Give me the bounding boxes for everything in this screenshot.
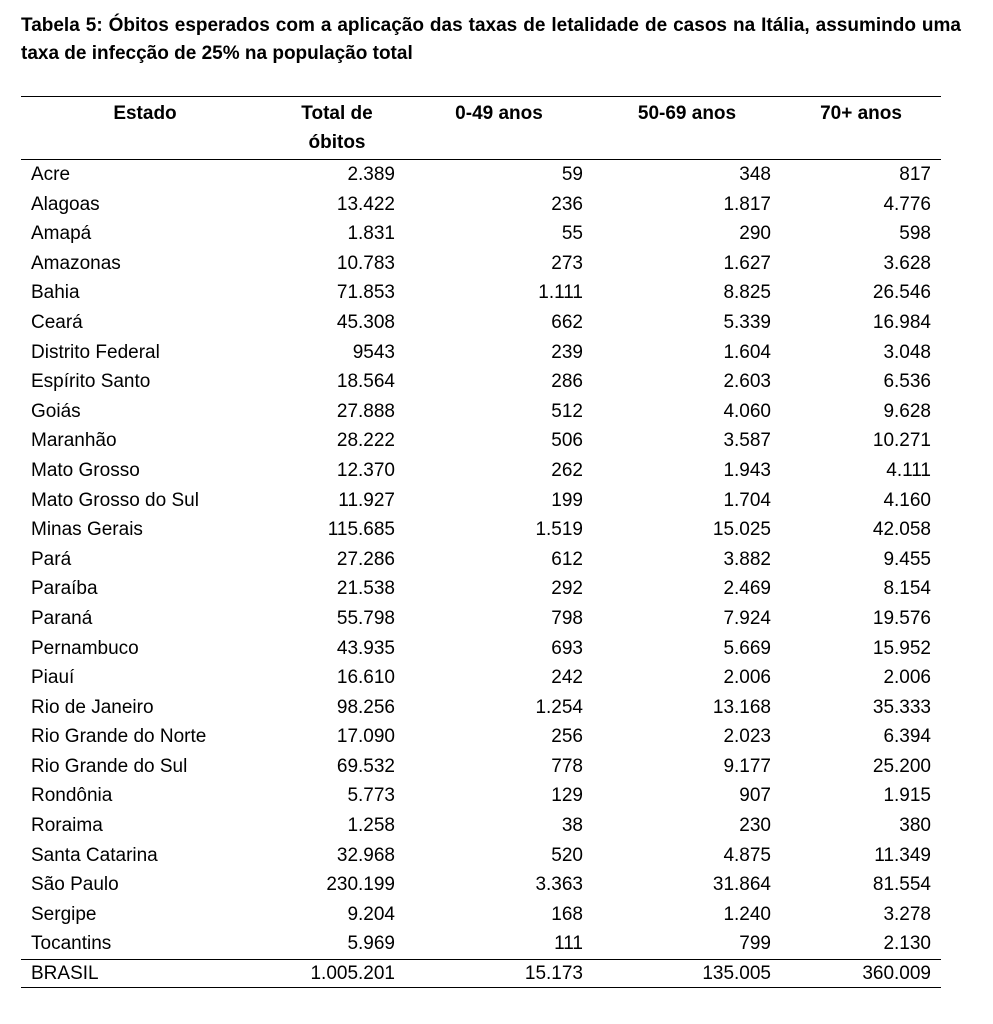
age-50-69-cell: 8.825 bbox=[723, 282, 771, 304]
total-obitos-cell: 12.370 bbox=[336, 459, 395, 481]
age-0-49-cell: 236 bbox=[551, 193, 583, 215]
estado-cell: Paraná bbox=[31, 607, 93, 629]
estado-cell: Alagoas bbox=[31, 193, 100, 215]
age-0-49-cell: 168 bbox=[551, 903, 583, 925]
age-70-plus-cell: 3.628 bbox=[883, 252, 931, 274]
age-70-plus-cell: 25.200 bbox=[872, 755, 931, 777]
age-70-plus-cell: 2.006 bbox=[883, 667, 931, 689]
age-0-49-cell: 239 bbox=[551, 341, 583, 363]
total-obitos-cell: 43.935 bbox=[336, 637, 395, 659]
age-70-plus-cell: 9.628 bbox=[883, 400, 931, 422]
table-row bbox=[21, 634, 941, 664]
estado-cell: Maranhão bbox=[31, 430, 117, 452]
header-estado: Estado bbox=[21, 97, 269, 160]
age-0-49-cell: 778 bbox=[551, 755, 583, 777]
age-0-49-cell: 1.254 bbox=[535, 696, 583, 718]
table-title: Tabela 5: Óbitos esperados com a aplicação das taxas de letalidade de casos na Itália, assumindo uma taxa de infecção de 25% na população total bbox=[21, 15, 961, 64]
total-obitos-cell: 1.005.201 bbox=[269, 960, 405, 988]
total-obitos-cell: 5.969 bbox=[347, 933, 395, 955]
table-row bbox=[21, 397, 941, 427]
total-obitos-cell: 9543 bbox=[352, 341, 395, 363]
total-obitos-cell: 21.538 bbox=[336, 578, 395, 600]
estado-cell: Piauí bbox=[31, 667, 75, 689]
age-70-plus-cell: 2.130 bbox=[883, 933, 931, 955]
age-50-69-cell: 3.882 bbox=[723, 548, 771, 570]
age-50-69-cell: 2.006 bbox=[723, 667, 771, 689]
total-obitos-cell: 98.256 bbox=[336, 696, 395, 718]
total-obitos-cell: 13.422 bbox=[336, 193, 395, 215]
age-70-plus-cell: 8.154 bbox=[883, 578, 931, 600]
age-50-69-cell: 1.240 bbox=[723, 903, 771, 925]
table-row bbox=[21, 278, 941, 308]
table-row bbox=[21, 160, 941, 190]
header-0-49-anos: 0-49 anos bbox=[405, 97, 593, 160]
table-row bbox=[21, 515, 941, 545]
age-70-plus-cell: 3.278 bbox=[883, 903, 931, 925]
age-0-49-cell: 506 bbox=[551, 430, 583, 452]
age-50-69-cell: 15.025 bbox=[712, 519, 771, 541]
table-row bbox=[21, 693, 941, 723]
estado-cell: Rio Grande do Sul bbox=[31, 755, 188, 777]
age-0-49-cell: 242 bbox=[551, 667, 583, 689]
age-50-69-cell: 1.943 bbox=[723, 459, 771, 481]
header-total-obitos: Total de óbitos bbox=[269, 97, 405, 160]
estado-cell: Paraíba bbox=[31, 578, 98, 600]
table-row bbox=[21, 426, 941, 456]
age-70-plus-cell: 380 bbox=[899, 815, 931, 837]
header-70-plus-anos: 70+ anos bbox=[781, 97, 941, 160]
age-70-plus-cell: 35.333 bbox=[872, 696, 931, 718]
total-50-69-cell: 135.005 bbox=[593, 960, 781, 988]
table-row bbox=[21, 604, 941, 634]
estado-cell: Pará bbox=[31, 548, 72, 570]
age-50-69-cell: 348 bbox=[739, 164, 771, 185]
age-50-69-cell: 230 bbox=[739, 815, 771, 837]
age-0-49-cell: 199 bbox=[551, 489, 583, 511]
age-50-69-cell: 1.704 bbox=[723, 489, 771, 511]
estado-cell: Tocantins bbox=[31, 933, 112, 955]
age-50-69-cell: 9.177 bbox=[723, 755, 771, 777]
age-50-69-cell: 1.627 bbox=[723, 252, 771, 274]
age-50-69-cell: 5.339 bbox=[723, 311, 771, 333]
estado-cell: Mato Grosso bbox=[31, 459, 140, 481]
table-row bbox=[21, 841, 941, 871]
estado-cell: Roraima bbox=[31, 815, 103, 837]
estado-cell: Rio Grande do Norte bbox=[31, 726, 207, 748]
estado-cell: Rondônia bbox=[31, 785, 113, 807]
age-0-49-cell: 256 bbox=[551, 726, 583, 748]
age-70-plus-cell: 4.776 bbox=[883, 193, 931, 215]
age-0-49-cell: 59 bbox=[561, 164, 583, 185]
estado-cell: Minas Gerais bbox=[31, 519, 143, 541]
age-50-69-cell: 5.669 bbox=[723, 637, 771, 659]
table-row bbox=[21, 308, 941, 338]
age-50-69-cell: 31.864 bbox=[712, 874, 771, 896]
estado-cell: Amapá bbox=[31, 223, 92, 245]
age-0-49-cell: 520 bbox=[551, 844, 583, 866]
estado-cell: Acre bbox=[31, 164, 71, 185]
table-row bbox=[21, 249, 941, 279]
total-obitos-cell: 1.831 bbox=[347, 223, 395, 245]
age-0-49-cell: 129 bbox=[551, 785, 583, 807]
age-70-plus-cell: 4.160 bbox=[883, 489, 931, 511]
estado-cell: Espírito Santo bbox=[31, 371, 151, 393]
age-50-69-cell: 290 bbox=[739, 223, 771, 245]
table-row bbox=[21, 663, 941, 693]
estado-cell: Goiás bbox=[31, 400, 81, 422]
estado-cell: Rio de Janeiro bbox=[31, 696, 154, 718]
age-0-49-cell: 292 bbox=[551, 578, 583, 600]
age-0-49-cell: 1.111 bbox=[538, 282, 583, 304]
table-row bbox=[21, 929, 941, 959]
age-70-plus-cell: 26.546 bbox=[872, 282, 931, 304]
total-obitos-cell: 5.773 bbox=[347, 785, 395, 807]
total-obitos-cell: 27.286 bbox=[336, 548, 395, 570]
age-50-69-cell: 799 bbox=[739, 933, 771, 955]
age-0-49-cell: 798 bbox=[551, 607, 583, 629]
table-row bbox=[21, 870, 941, 900]
age-50-69-cell: 4.875 bbox=[723, 844, 771, 866]
table-row bbox=[21, 900, 941, 930]
estado-cell: Ceará bbox=[31, 311, 83, 333]
age-70-plus-cell: 598 bbox=[899, 223, 931, 245]
age-70-plus-cell: 817 bbox=[899, 164, 931, 185]
total-obitos-cell: 18.564 bbox=[336, 371, 395, 393]
total-obitos-cell: 10.783 bbox=[336, 252, 395, 274]
age-0-49-cell: 3.363 bbox=[535, 874, 583, 896]
age-70-plus-cell: 9.455 bbox=[883, 548, 931, 570]
total-obitos-cell: 71.853 bbox=[336, 282, 395, 304]
total-row bbox=[21, 960, 941, 988]
estado-cell: Bahia bbox=[31, 282, 80, 304]
total-obitos-cell: 1.258 bbox=[347, 815, 395, 837]
table-row bbox=[21, 456, 941, 486]
age-0-49-cell: 693 bbox=[551, 637, 583, 659]
table-body bbox=[21, 160, 941, 960]
age-70-plus-cell: 42.058 bbox=[872, 519, 931, 541]
estado-cell: São Paulo bbox=[31, 874, 119, 896]
estado-cell: Mato Grosso do Sul bbox=[31, 489, 199, 511]
age-50-69-cell: 1.604 bbox=[723, 341, 771, 363]
table-row bbox=[21, 367, 941, 397]
header-50-69-anos: 50-69 anos bbox=[593, 97, 781, 160]
age-50-69-cell: 2.023 bbox=[723, 726, 771, 748]
age-0-49-cell: 512 bbox=[551, 400, 583, 422]
estado-cell: Amazonas bbox=[31, 252, 121, 274]
age-70-plus-cell: 6.536 bbox=[883, 371, 931, 393]
estado-cell: Pernambuco bbox=[31, 637, 139, 659]
total-70-plus-cell: 360.009 bbox=[781, 960, 941, 988]
age-50-69-cell: 2.469 bbox=[723, 578, 771, 600]
table-row bbox=[21, 219, 941, 249]
age-70-plus-cell: 10.271 bbox=[872, 430, 931, 452]
total-obitos-cell: 9.204 bbox=[347, 903, 395, 925]
total-obitos-cell: 32.968 bbox=[336, 844, 395, 866]
age-0-49-cell: 38 bbox=[561, 815, 583, 837]
age-70-plus-cell: 1.915 bbox=[883, 785, 931, 807]
estado-cell: Distrito Federal bbox=[31, 341, 160, 363]
table-row bbox=[21, 545, 941, 575]
total-obitos-cell: 2.389 bbox=[347, 164, 395, 185]
age-70-plus-cell: 81.554 bbox=[872, 874, 931, 896]
age-50-69-cell: 3.587 bbox=[723, 430, 771, 452]
total-obitos-cell: 115.685 bbox=[327, 519, 395, 541]
table-row bbox=[21, 811, 941, 841]
age-0-49-cell: 1.519 bbox=[535, 519, 583, 541]
age-70-plus-cell: 19.576 bbox=[872, 607, 931, 629]
age-70-plus-cell: 4.111 bbox=[886, 459, 931, 481]
total-obitos-cell: 17.090 bbox=[336, 726, 395, 748]
age-70-plus-cell: 11.349 bbox=[874, 844, 931, 866]
age-0-49-cell: 262 bbox=[551, 459, 583, 481]
deaths-table bbox=[21, 96, 941, 988]
table-row bbox=[21, 752, 941, 782]
total-obitos-cell: 28.222 bbox=[336, 430, 395, 452]
age-0-49-cell: 662 bbox=[551, 311, 583, 333]
age-50-69-cell: 13.168 bbox=[712, 696, 771, 718]
age-50-69-cell: 7.924 bbox=[723, 607, 771, 629]
table-row bbox=[21, 574, 941, 604]
age-0-49-cell: 612 bbox=[551, 548, 583, 570]
estado-cell: Santa Catarina bbox=[31, 844, 158, 866]
total-obitos-cell: 16.610 bbox=[336, 667, 395, 689]
total-label: BRASIL bbox=[21, 960, 269, 988]
table-row bbox=[21, 781, 941, 811]
total-obitos-cell: 27.888 bbox=[336, 400, 395, 422]
table-row bbox=[21, 486, 941, 516]
age-50-69-cell: 1.817 bbox=[723, 193, 771, 215]
age-0-49-cell: 286 bbox=[551, 371, 583, 393]
age-70-plus-cell: 16.984 bbox=[872, 311, 931, 333]
age-70-plus-cell: 6.394 bbox=[883, 726, 931, 748]
estado-cell: Sergipe bbox=[31, 903, 97, 925]
age-50-69-cell: 2.603 bbox=[723, 371, 771, 393]
header-row bbox=[21, 97, 941, 160]
table-row bbox=[21, 190, 941, 220]
table-row bbox=[21, 722, 941, 752]
total-obitos-cell: 69.532 bbox=[336, 755, 395, 777]
table-row bbox=[21, 338, 941, 368]
age-0-49-cell: 55 bbox=[561, 223, 583, 245]
total-obitos-cell: 230.199 bbox=[326, 874, 395, 896]
age-50-69-cell: 907 bbox=[739, 785, 771, 807]
age-0-49-cell: 273 bbox=[551, 252, 583, 274]
age-50-69-cell: 4.060 bbox=[723, 400, 771, 422]
age-70-plus-cell: 15.952 bbox=[872, 637, 931, 659]
total-obitos-cell: 55.798 bbox=[336, 607, 395, 629]
age-0-49-cell: 111 bbox=[554, 933, 583, 955]
total-0-49-cell: 15.173 bbox=[405, 960, 593, 988]
age-70-plus-cell: 3.048 bbox=[883, 341, 931, 363]
total-obitos-cell: 45.308 bbox=[336, 311, 395, 333]
total-obitos-cell: 11.927 bbox=[338, 489, 395, 511]
